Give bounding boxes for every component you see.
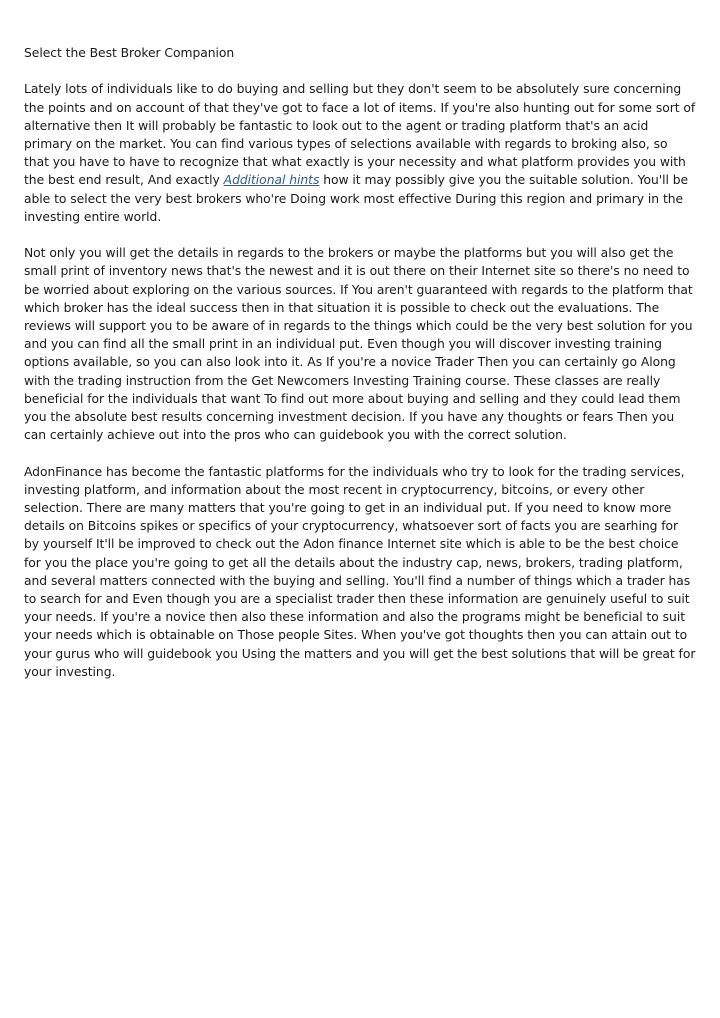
document-title: Select the Best Broker Companion [24, 46, 235, 60]
paragraph-2: Not only you will get the details in regards to the brokers or maybe the platforms but you will also get the small print of inventory news that's the newest and it is out there on their Internet site so there's no need to be worried about exploring on the various sources. If You aren't guaranteed with regards to the platform that which broker has the ideal success then in that situation it is possible to check out the evaluations. The reviews will support you to be aware of in regards to the things which could be the very best solution for you and you can find all the small print in an individual put. Even though you will discover investing training options available, so you can also look into it. As If you're a novice Trader Then you can certainly go Along with the trading instruction from the Get Newcomers Investing Training course. These classes are really beneficial for the individuals that want To find out more about buying and selling and they could lead them you the absolute best results concerning investment decision. If you have any thoughts or fears Then you can certainly achieve out into the pros who can guidebook you with the correct solution. [24, 246, 693, 443]
additional-hints-link[interactable]: Additional hints [223, 173, 320, 188]
document-page [24, 44, 696, 699]
paragraph-1-text-after-link: how it may possibly give you the suitable solution. You'll be able to select the very best brokers who're Doing work most effective During this region and primary in the investing entire world. [24, 173, 689, 224]
paragraph-1-text-before-link: Lately lots of individuals like to do buying and selling but they don't seem to be absolutely sure concerning the points and on account of that they've got to face a lot of items. If you're also hunting out for some sort of alternative then It will probably be fantastic to look out to the agent or trading platform that's an acid primary on the market. You can find various types of selections available with regards to broking also, so that you have to have to recognize that what exactly is your necessity and what platform provides you with the best end result, And exactly [24, 82, 696, 188]
paragraph-1 [24, 80, 696, 226]
paragraph-3: AdonFinance has become the fantastic platforms for the individuals who try to look for the trading services, investing platform, and information about the most recent in cryptocurrency, bitcoins, or every other selection. There are many matters that you're going to get in an individual put. If you need to know more details on Bitcoins spikes or specifics of your cryptocurrency, whatsoever sort of facts you are searhing for by yourself It'll be improved to check out the Adon finance Internet site which is able to be the best choice for you the place you're going to get all the details about the industry cap, news, brokers, trading platform, and several matters connected with the buying and selling. You'll find a number of things which a trader has to search for and Even though you are a specialist trader then these information are genuinely useful to suit your needs. If you're a novice then also these information and also the programs might be beneficial to suit your needs which is obtainable on Those people Sites. When you've got thoughts then you can attain out to your gurus who will guidebook you Using the matters and you will get the best solutions that will be great for your investing. [24, 464, 696, 679]
